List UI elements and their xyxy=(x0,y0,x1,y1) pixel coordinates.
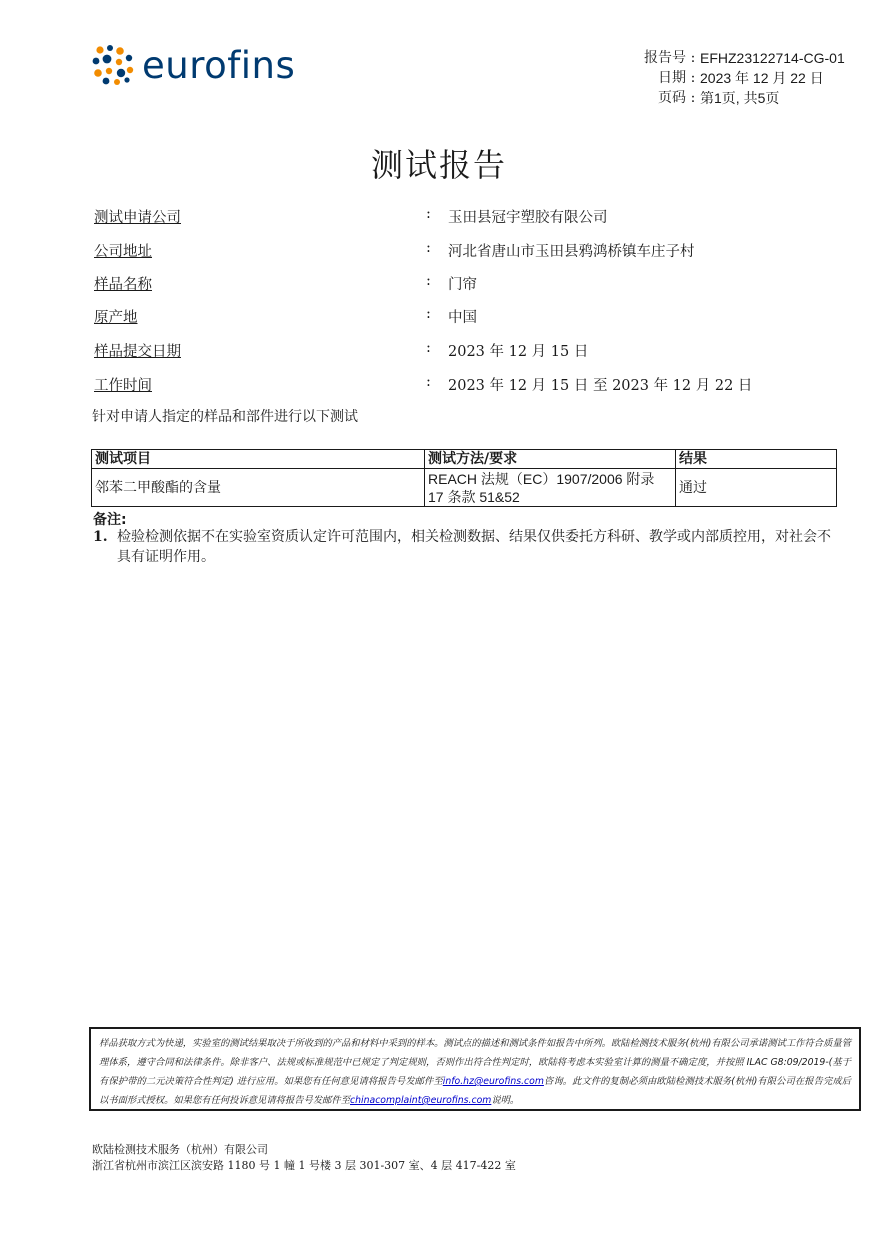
results-table xyxy=(91,449,837,507)
info-row-address xyxy=(94,240,854,264)
header-test-item: 测试项目 xyxy=(92,450,425,469)
info-colon: : xyxy=(426,240,431,256)
info-row-origin xyxy=(94,306,854,330)
info-label: 原产地 xyxy=(94,310,138,326)
info-label: 样品提交日期 xyxy=(94,344,181,360)
info-colon: : xyxy=(426,273,431,289)
info-label: 样品名称 xyxy=(94,277,152,293)
eurofins-mark-icon xyxy=(92,44,136,86)
info-colon: : xyxy=(426,306,431,322)
method-line: 17 条款 51&52 xyxy=(428,488,520,505)
complaint-email-link[interactable]: chinacomplaint@eurofins.com xyxy=(350,1095,492,1106)
meta-label: 报告号 xyxy=(644,50,686,66)
meta-label: 页码 xyxy=(658,90,686,106)
info-email-link[interactable]: info.hz@eurofins.com xyxy=(442,1076,544,1087)
disclaimer-box xyxy=(89,1027,861,1111)
report-meta xyxy=(626,48,845,108)
disclaimer-text: 咨询。此文件的复制必须由欧陆检测技术服务(杭州)有限公司在报告完成后以书面形式授权。如果您有任何投诉意见请将报告号发邮件至 xyxy=(99,1076,851,1106)
footer-company: 欧陆检测技术服务（杭州）有限公司 xyxy=(92,1143,268,1156)
intro-text: 针对申请人指定的样品和部件进行以下测试 xyxy=(92,409,358,425)
info-colon: : xyxy=(426,206,431,222)
page-number: 第1页, 共5页 xyxy=(700,90,780,106)
info-row-work-period xyxy=(94,374,854,398)
info-value: 河北省唐山市玉田县鸦鸿桥镇车庄子村 xyxy=(448,244,695,260)
remark-number: 1. xyxy=(93,529,108,545)
info-value: 门帘 xyxy=(448,277,477,293)
info-label: 测试申请公司 xyxy=(94,210,181,226)
header-test-method: 测试方法/要求 xyxy=(425,450,676,469)
report-number-row xyxy=(626,48,845,68)
document-title: 测试报告 xyxy=(370,146,507,184)
info-value: 2023 年 12 月 15 日 xyxy=(448,344,589,360)
footer xyxy=(92,1142,516,1174)
footer-address: 浙江省杭州市滨江区滨安路 1180 号 1 幢 1 号楼 3 层 301-307 室、4 层 417-422 室 xyxy=(92,1159,516,1172)
meta-colon: : xyxy=(690,90,696,106)
method-line: REACH 法规（EC）1907/2006 附录 xyxy=(428,470,655,487)
report-date-row xyxy=(626,68,845,88)
report-number: EFHZ23122714-CG-01 xyxy=(700,50,845,66)
header-result: 结果 xyxy=(676,450,837,469)
table-row xyxy=(92,469,837,507)
brand-name: eurofins xyxy=(142,43,296,87)
disclaimer-text: 样品获取方式为快递，实验室的测试结果取决于所收到的产品和材料中采到的样本。测试点的描述和测试条件如报告中所列。欧陆检测技术服务(杭州)有限公司承诺测试工作符合质量管理体系，遵守合同和法律条件。除非客户、法规或标准规范中已规定了判定规则，否则作出符合性判定时，欧陆将考虑本实验室计算的测量不确定度，并按照 ILAC G8:09/2019-(基于有保护带的二元决策符合性判定) 进行应用。如果您有任何意见请将报告号发邮件至 xyxy=(99,1038,851,1087)
cell-test-method xyxy=(425,469,676,507)
info-label: 公司地址 xyxy=(94,244,152,260)
remark-text: 检验检测依据不在实验室资质认定许可范围内，相关检测数据、结果仅供委托方科研、教学或内部质控用，对社会不具有证明作用。 xyxy=(117,529,831,565)
table-header-row xyxy=(92,450,837,469)
page-number-row xyxy=(626,88,845,108)
report-date: 2023 年 12 月 22 日 xyxy=(700,70,824,86)
info-row-applicant xyxy=(94,206,854,230)
meta-colon: : xyxy=(690,50,696,66)
cell-result: 通过 xyxy=(676,469,837,507)
meta-label: 日期 xyxy=(658,70,686,86)
info-row-submission-date xyxy=(94,340,854,364)
info-label: 工作时间 xyxy=(94,378,152,394)
meta-colon: : xyxy=(690,70,696,86)
info-colon: : xyxy=(426,340,431,356)
disclaimer-text: 说明。 xyxy=(491,1095,520,1106)
info-value: 2023 年 12 月 15 日 至 2023 年 12 月 22 日 xyxy=(448,378,753,394)
info-row-sample-name xyxy=(94,273,854,297)
info-value: 中国 xyxy=(448,310,477,326)
eurofins-logo xyxy=(92,44,295,86)
info-colon: : xyxy=(426,374,431,390)
remarks-title: 备注: xyxy=(93,512,127,528)
info-value: 玉田县冠宇塑胶有限公司 xyxy=(448,210,608,226)
cell-test-item: 邻苯二甲酸酯的含量 xyxy=(92,469,425,507)
